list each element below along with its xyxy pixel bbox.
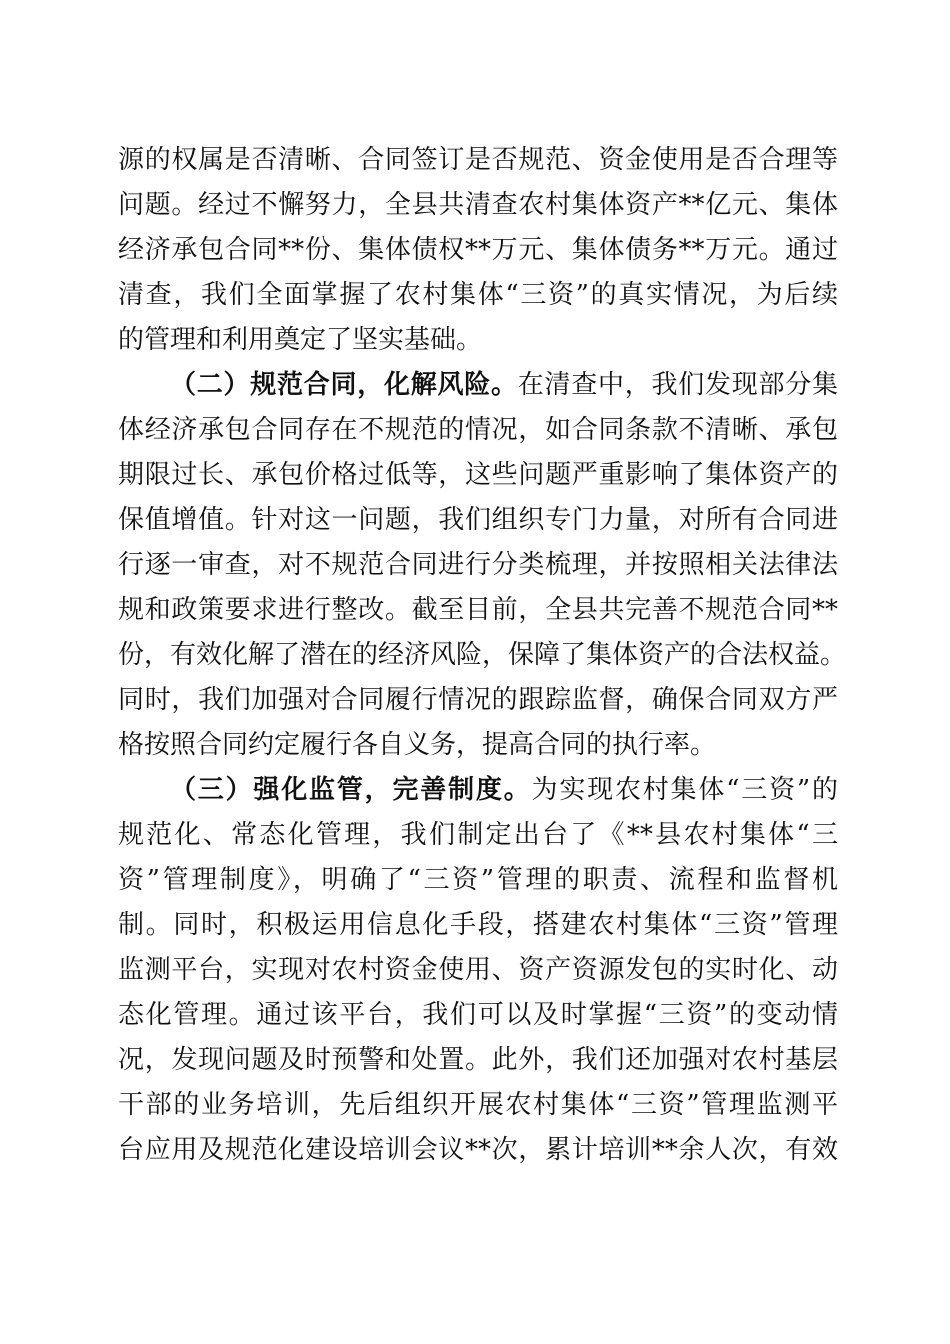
text-line: 保值增值。针对这一问题，我们组织专门力量，对所有合同进 [118, 505, 838, 535]
text-line: 规和政策要求进行整改。截至目前，全县共完善不规范合同** [118, 595, 838, 625]
text-line: 行逐一审查，对不规范合同进行分类梳理，并按照相关法律法 [118, 550, 838, 580]
text-line: 制。同时，积极运用信息化手段，搭建农村集体“三资”管理 [118, 910, 838, 940]
section-heading: （二）规范合同，化解风险。 [170, 370, 518, 400]
text-span: 在清查中，我们发现部分集 [517, 370, 838, 400]
text-line: 况，发现问题及时预警和处置。此外，我们还加强对农村基层 [118, 1045, 838, 1075]
text-line: 期限过长、承包价格过低等，这些问题严重影响了集体资产的 [118, 460, 838, 490]
text-line: 监测平台，实现对农村资金使用、资产资源发包的实时化、动 [118, 955, 838, 985]
text-line: 问题。经过不懈努力，全县共清查农村集体资产**亿元、集体 [118, 190, 838, 220]
text-line: 台应用及规范化建设培训会议**次，累计培训**余人次，有效 [118, 1135, 838, 1165]
text-line: 干部的业务培训，先后组织开展农村集体“三资”管理监测平 [118, 1090, 838, 1120]
text-line: 规范化、常态化管理，我们制定出台了《**县农村集体“三 [118, 820, 838, 850]
text-line: 同时，我们加强对合同履行情况的跟踪监督，确保合同双方严 [118, 685, 838, 715]
text-line: 清查，我们全面掌握了农村集体“三资”的真实情况，为后续 [118, 280, 838, 310]
text-line: 的管理和利用奠定了坚实基础。 [118, 325, 483, 355]
text-line: 份，有效化解了潜在的经济风险，保障了集体资产的合法权益。 [118, 640, 847, 670]
section-heading: （三）强化监管，完善制度。 [170, 775, 532, 805]
text-line: 态化管理。通过该平台，我们可以及时掌握“三资”的变动情 [118, 1000, 838, 1030]
text-line: 体经济承包合同存在不规范的情况，如合同条款不清晰、承包 [118, 415, 838, 445]
text-line: 源的权属是否清晰、合同签订是否规范、资金使用是否合理等 [118, 145, 838, 175]
text-line: 资”管理制度》，明确了“三资”管理的职责、流程和监督机 [118, 865, 838, 895]
text-span: 为实现农村集体“三资”的 [531, 775, 838, 805]
paragraph-first-line [170, 365, 838, 405]
paragraph-first-line [170, 770, 838, 810]
text-line: 经济承包合同**份、集体债权**万元、集体债务**万元。通过 [118, 235, 838, 265]
text-line: 格按照合同约定履行各自义务，提高合同的执行率。 [118, 730, 717, 760]
